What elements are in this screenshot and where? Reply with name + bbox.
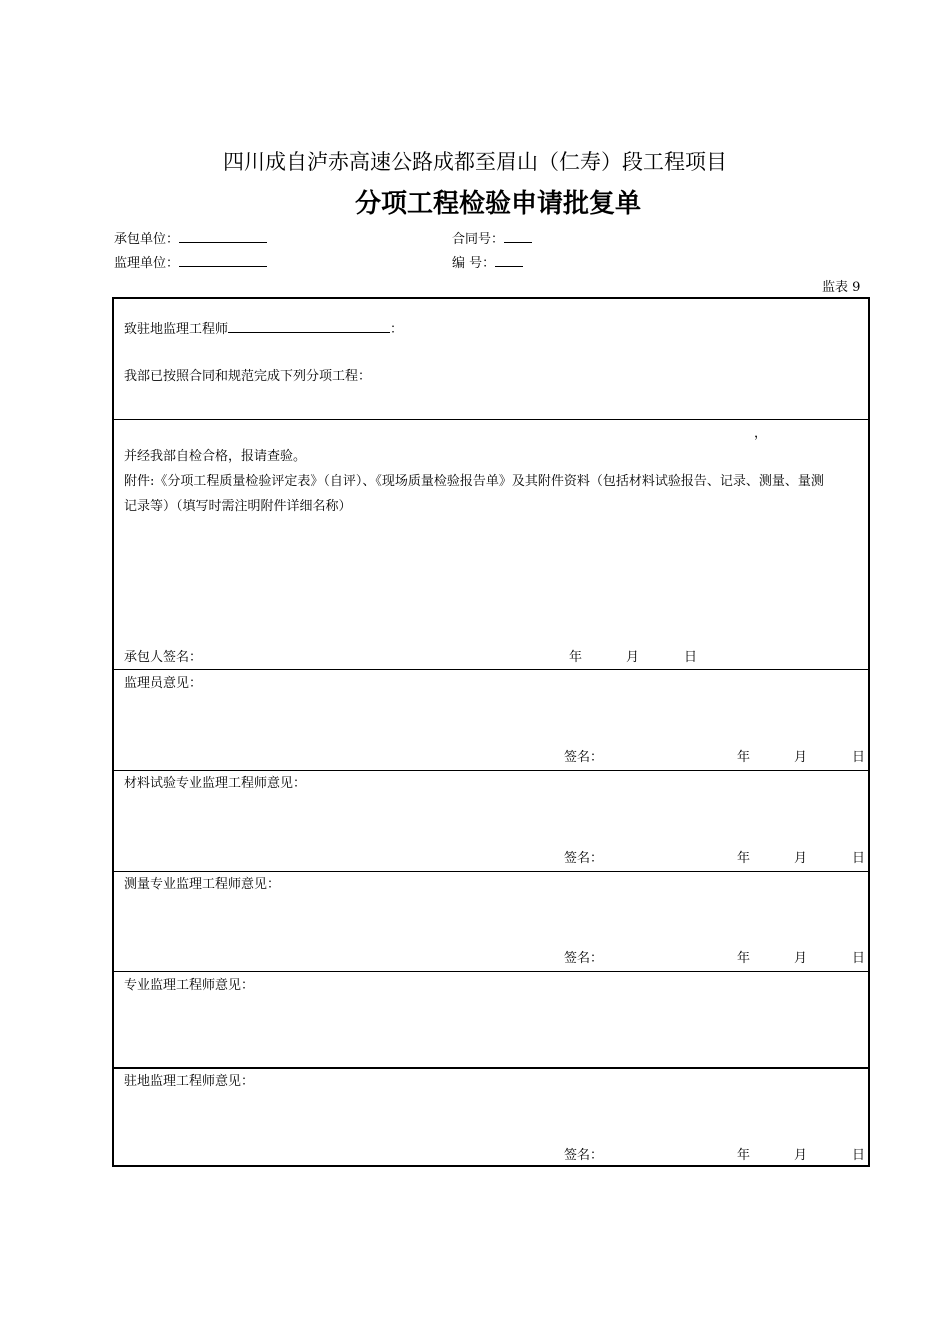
divider <box>114 1067 868 1069</box>
date-year: 年 <box>737 1148 751 1163</box>
survey-opinion-label: 测量专业监理工程师意见： <box>124 877 281 892</box>
supervisor-field <box>114 252 267 271</box>
date-month: 月 <box>794 1148 808 1163</box>
date-year: 年 <box>737 851 751 866</box>
sign-label: 签名： <box>564 951 604 966</box>
contractor-field <box>114 228 267 247</box>
divider <box>114 770 868 771</box>
addressee-blank[interactable] <box>228 320 390 333</box>
specialty-opinion-label: 专业监理工程师意见： <box>124 978 255 993</box>
date-day: 日 <box>684 650 698 665</box>
contract-no-blank[interactable] <box>504 230 532 243</box>
addressee-line <box>124 320 403 338</box>
self-check-text: 并经我部自检合格，报请查验。 <box>124 449 307 464</box>
contractor-sign-label: 承包人签名： <box>124 650 203 665</box>
form-title: 分项工程检验申请批复单 <box>354 189 641 219</box>
supervisor-blank[interactable] <box>179 254 267 267</box>
date-day: 日 <box>852 1148 866 1163</box>
divider <box>114 669 868 670</box>
sign-label: 签名： <box>564 851 604 866</box>
inspector-opinion-label: 监理员意见： <box>124 676 203 691</box>
attachment-line-1: 附件:《分项工程质量检验评定表》（自评）、《现场质量检验报告单》及其附件资料（包括材料试验报告、记录、测量、量测 <box>124 474 824 489</box>
sign-label: 签名： <box>564 750 604 765</box>
date-day: 日 <box>852 851 866 866</box>
date-day: 日 <box>852 750 866 765</box>
date-year: 年 <box>737 951 751 966</box>
contract-no-field <box>452 228 532 247</box>
form-code: 监表 9 <box>822 280 861 295</box>
project-subtitle: 四川成自泸赤高速公路成都至眉山（仁寿）段工程项目 <box>223 150 727 174</box>
date-month: 月 <box>794 851 808 866</box>
attachment-line-2: 记录等）（填写时需注明附件详细名称） <box>124 499 352 514</box>
date-year: 年 <box>569 650 583 665</box>
number-field <box>452 252 523 271</box>
list-end-comma: ， <box>754 426 768 441</box>
number-blank[interactable] <box>495 254 523 267</box>
supervisor-label: 监理单位： <box>114 256 180 271</box>
intro-text: 我部已按照合同和规范完成下列分项工程： <box>124 369 372 384</box>
divider <box>114 419 868 420</box>
addressee-label: 致驻地监理工程师 <box>124 322 229 337</box>
contractor-blank[interactable] <box>179 230 267 243</box>
date-year: 年 <box>737 750 751 765</box>
addressee-colon: ： <box>390 322 404 337</box>
date-month: 月 <box>794 750 808 765</box>
number-label: 编 号： <box>452 256 496 271</box>
date-month: 月 <box>626 650 640 665</box>
contract-no-label: 合同号： <box>452 232 505 247</box>
date-month: 月 <box>794 951 808 966</box>
resident-opinion-label: 驻地监理工程师意见： <box>124 1074 255 1089</box>
date-day: 日 <box>852 951 866 966</box>
material-opinion-label: 材料试验专业监理工程师意见： <box>124 776 307 791</box>
sign-label: 签名： <box>564 1148 604 1163</box>
divider <box>114 971 868 972</box>
form-table <box>112 297 870 1167</box>
contractor-label: 承包单位： <box>114 232 180 247</box>
divider <box>114 871 868 872</box>
